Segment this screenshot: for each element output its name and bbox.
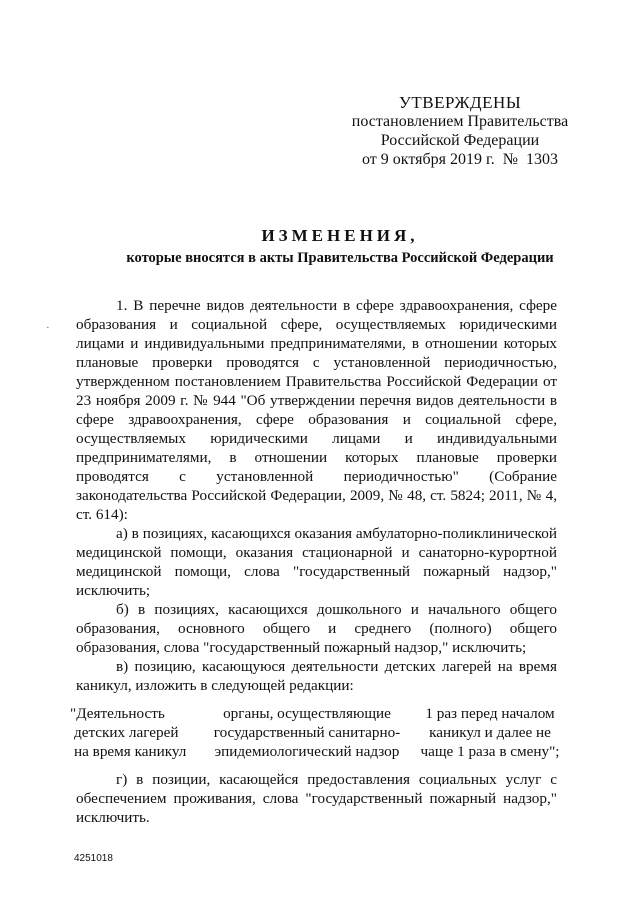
paragraph-1: 1. В перечне видов деятельности в сфере здравоохранения, сфере образования и социальной сфере, осуществляемых юридическими лицами и индивидуальными предпринимателями, в отношении которых плановые проверки проводятся с установленной периодичностью, утвержденном постановлением Правительства Российской Федерации от 23 ноября 2009 г. № 944 "Об утверждении перечня видов деятельности в сфере здравоохранения, сфере образования и социальной сфере, осуществляемых юридическими лицами и индивидуальными предпринимателями, в отношении которых плановые проверки проводятся с установленной периодичностью" (Собрание законодательства Российской Федерации, 2009, № 48, ст. 5824; 2011, № 4, ст. 614): (76, 297, 557, 523)
margin-mark: · (46, 322, 50, 334)
table-col-frequency: 1 раз перед началом каникул и далее не чаще 1 раза в смену"; (420, 705, 560, 760)
approval-heading: УТВЕРЖДЕНЫ (398, 93, 522, 112)
document-body (70, 296, 560, 827)
approval-date-line: от 9 октября 2019 г. № 1303 (361, 151, 558, 168)
table-col-activity: "Деятельность детских лагерей на время каникул (70, 705, 187, 760)
table-col-authority: органы, осуществляющие государственный санитарно- эпидемиологический надзор (213, 705, 401, 760)
document-number: 4251018 (74, 853, 113, 864)
activity-table (70, 704, 560, 761)
approval-line-1: постановлением Правительства (351, 113, 569, 130)
document-title: ИЗМЕНЕНИЯ, (261, 226, 419, 245)
paragraph-g: г) в позиции, касающейся предоставления социальных услуг с обеспечением проживания, слова "государственный пожарный надзор," исключить. (76, 771, 557, 826)
document-subtitle: которые вносятся в акты Правительства Российской Федерации (126, 250, 554, 266)
paragraph-v: в) позицию, касающуюся деятельности детских лагерей на время каникул, изложить в следующей редакции: (76, 658, 557, 694)
paragraph-b: б) в позициях, касающихся дошкольного и начального общего образования, основного общего и среднего (полного) общего образования, слова "государственный пожарный надзор," исключить; (76, 601, 557, 656)
paragraph-a: а) в позициях, касающихся оказания амбулаторно-поликлинической медицинской помощи, оказания стационарной и санаторно-курортной медицинской помощи, слова "государственный пожарный надзор," исключить; (76, 525, 557, 599)
approval-stamp (330, 93, 590, 169)
approval-line-2: Российской Федерации (380, 132, 540, 149)
